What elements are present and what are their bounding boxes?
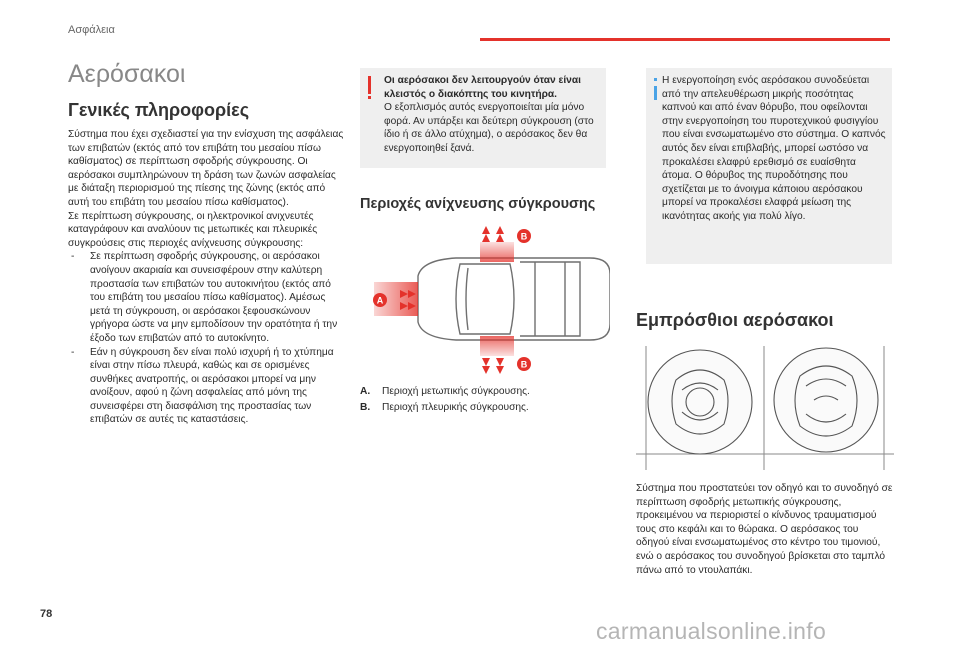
- general-info-heading: Γενικές πληροφορίες: [68, 100, 250, 120]
- side-arrows-bottom: [482, 358, 504, 374]
- svg-text:A: A: [376, 295, 384, 306]
- zone-captions: [360, 384, 606, 416]
- info-icon: [654, 86, 657, 100]
- driver-airbag: [648, 350, 752, 454]
- car-outline: [418, 258, 610, 340]
- page-number: 78: [40, 608, 53, 620]
- list-item: - Εάν η σύγκρουση δεν είναι πολύ ισχυρή ή το χτύπημα είναι στην πίσω πλευρά, καθώς και σε ορισμένες συνθήκες ανατροπής, οι αερόσακοι μπορεί να μην ανοίξουν, αφού η ζώνη ασφαλείας από μόνη της συνεισφέρει στη διασφάλιση της προστασίας των επιβατών σε αυτές τις καταστάσεις.: [68, 346, 348, 428]
- warning-text: Ο εξοπλισμός αυτός ενεργοποιείται μία μόνο φορά. Αν υπάρξει και δεύτερη σύγκρουση (στο ίδιο ή σε άλλο ατύχημα), ο αερόσακος δεν θα ενεργοποιηθεί ξανά.: [384, 102, 594, 154]
- caption-a: [360, 384, 606, 400]
- zone-badge-a: [373, 293, 387, 307]
- side-zone-bottom: [480, 336, 514, 356]
- watermark-text: carmanualsonline.info: [596, 618, 827, 644]
- caption-a-text: Περιοχή μετωπικής σύγκρουσης.: [382, 386, 530, 397]
- zone-badge-b-bottom: [517, 357, 531, 371]
- section-label: Ασφάλεια: [68, 24, 115, 36]
- header-rule: [480, 38, 890, 41]
- general-info-body: [68, 128, 348, 427]
- info-text: Η ενεργοποίηση ενός αερόσακου συνοδεύεται από την απελευθέρωση μικρής ποσότητας καπνού και από έναν θόρυβο, που οφείλονται στην ενεργοποίηση του πυροτεχνικού φυσιγγίου που είναι ενσωματωμένο στο σύστημα. Ο καπνός αυτός δεν είναι επιβλαβής, μπορεί ωστόσο να προκαλέσει ελαφρύ ερεθισμό σε ευαίσθητα άτομα. Ο θόρυβος της πυροδότησης που σχετίζεται με το άνοιγμα κάποιου αερόσακου μπορεί να προκαλέσει ελαφρά μείωση της ικανότητας ακοής για πολύ λίγο.: [662, 75, 886, 222]
- info-icon-dot: [654, 78, 657, 81]
- front-airbags-illustration: [636, 340, 894, 470]
- list-item: - Σε περίπτωση σφοδρής σύγκρουσης, οι αερόσακοι ανοίγουν ακαριαία και συνεισφέρουν στην καλύτερη προστασία των επιβατών του αυτοκινήτου (εκτός από του επιβάτη του μεσαίου πίσω καθίσματος). Αμέσως μετά τη σύγκρουση, οι αερόσακοι ξεφουσκώνουν γρήγορα ώστε να μην εμποδίσουν την ορατότητα ή την έξοδο των επιβατών από το αυτοκίνητο.: [68, 250, 348, 345]
- caption-a-key: A.: [360, 386, 371, 397]
- general-info-paragraph-2: Σε περίπτωση σύγκρουσης, οι ηλεκτρονικοί ανιχνευτές καταγράφουν και αναλύουν τις μετωπικές και πλευρικές συγκρούσεις στις περιοχές ανίχνευσης σύγκρουσης:: [68, 210, 318, 249]
- general-info-list: [68, 250, 348, 427]
- passenger-airbag: [774, 348, 878, 452]
- caption-b-text: Περιοχή πλευρικής σύγκρουσης.: [382, 402, 529, 413]
- front-airbags-body: [636, 482, 894, 577]
- warning-icon-dot: [368, 96, 371, 99]
- svg-text:B: B: [520, 359, 528, 370]
- svg-text:B: B: [520, 231, 528, 242]
- page-title: Αερόσακοι: [68, 60, 186, 88]
- side-arrows-top: [482, 226, 504, 242]
- detection-zones-diagram: [360, 224, 610, 376]
- warning-icon: [368, 76, 371, 94]
- front-airbags-heading: Εμπρόσθιοι αερόσακοι: [636, 310, 834, 330]
- warning-bold-text: Οι αερόσακοι δεν λειτουργούν όταν είναι κλειστός ο διακόπτης του κινητήρα.: [384, 75, 581, 100]
- front-airbags-text: Σύστημα που προστατεύει τον οδηγό και το συνοδηγό σε περίπτωση σφοδρής μετωπικής σύγκρουσης, προκειμένου να περιοριστεί ο κίνδυνος τραυματισμού τους στο κεφάλι και το θώρακα. Ο αερόσακος του οδηγού είναι ενσωματωμένος στο κέντρο του τιμονιού, ενώ ο αερόσακος του συνοδηγού βρίσκεται στο ταμπλό πάνω από το ντουλαπάκι.: [636, 483, 893, 576]
- caption-b: [360, 400, 606, 416]
- warning-note: [360, 68, 606, 168]
- zone-badge-b-top: [517, 229, 531, 243]
- detection-zones-heading: Περιοχές ανίχνευσης σύγκρουσης: [360, 196, 596, 212]
- side-zone-top: [480, 242, 514, 262]
- general-info-paragraph-1: Σύστημα που έχει σχεδιαστεί για την ενίσχυση της ασφάλειας των επιβατών (εκτός από τον επιβάτη του μεσαίου πίσω καθίσματος) σε περίπτωση σφοδρής σύγκρουσης. Οι αερόσακοι συμπληρώνουν τη δράση των ζωνών ασφαλείας με διάταξη περιορισμού της πίεσης της ζώνης (εκτός από αυτή του επιβάτη του μεσαίου πίσω καθίσματος).: [68, 129, 344, 208]
- info-note: [646, 68, 892, 264]
- caption-b-key: B.: [360, 402, 371, 413]
